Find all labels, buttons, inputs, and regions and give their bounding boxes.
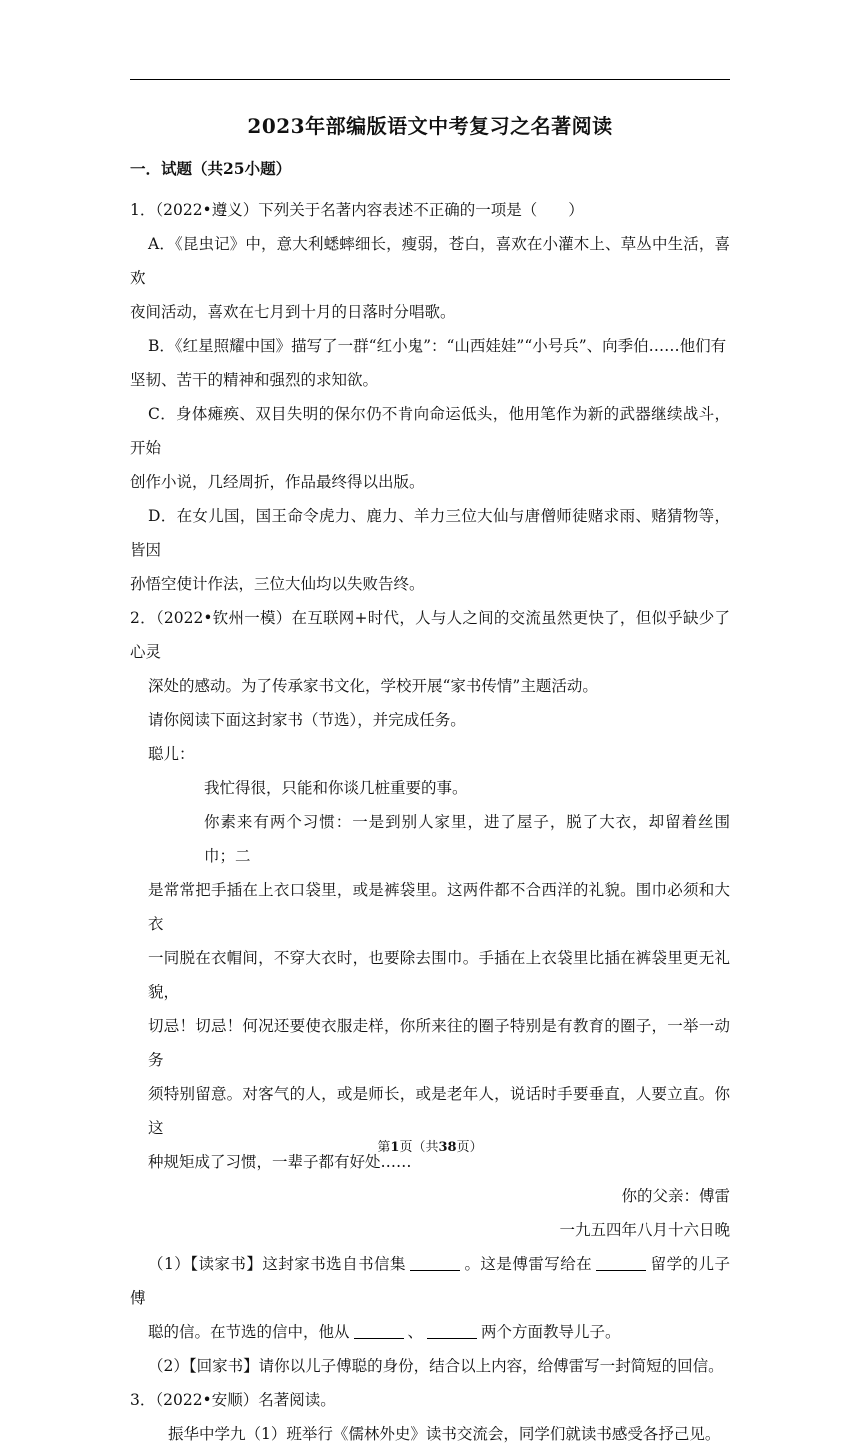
option-a: A．《昆虫记》中，意大利蟋蟀细长，瘦弱，苍白，喜欢在小灌木上、草丛中生活，喜欢 <box>130 235 730 287</box>
answer-blank[interactable] <box>596 1254 646 1271</box>
task-1-text: 留学的儿子傅 <box>130 1255 730 1307</box>
letter-date: 一九五四年八月十六日晚 <box>559 1221 730 1239</box>
task-1 <box>130 1247 730 1315</box>
option-b-cont: 坚韧、苦干的精神和强烈的求知欲。 <box>130 371 379 389</box>
option-b: B．《红星照耀中国》描写了一群“红小鬼”：“山西娃娃”“小号兵”、向季伯……他们有 <box>148 337 727 355</box>
task-1-text: 、 <box>407 1323 424 1341</box>
instruction: 请你阅读下面这封家书（节选），并完成任务。 <box>148 711 466 729</box>
letter-line: 一同脱在衣帽间，不穿大衣时，也要除去围巾。手插在上衣袋里比插在裤袋里更无礼貌， <box>148 949 730 1001</box>
question-3 <box>130 1383 730 1451</box>
document-page <box>130 110 730 1451</box>
task-1-text: （1）【读家书】这封家书选自书信集 <box>148 1255 406 1273</box>
footer-text: 页） <box>456 1140 483 1155</box>
task-2: （2）【回家书】请你以儿子傅聪的身份，结合以上内容，给傅雷写一封简短的回信。 <box>148 1357 724 1375</box>
question-1 <box>130 193 730 601</box>
task-1-cont <box>130 1315 730 1349</box>
option-a-cont: 夜间活动，喜欢在七月到十月的日落时分唱歌。 <box>130 303 456 321</box>
total-pages: 38 <box>438 1140 457 1155</box>
letter-line: 切忌！切忌！何况还要使衣服走样，你所来往的圈子特别是有教育的圈子，一举一动务 <box>148 1017 730 1069</box>
answer-blank[interactable] <box>427 1322 477 1339</box>
question-stem-cont: 深处的感动。为了传承家书文化，学校开展“家书传情”主题活动。 <box>148 677 598 695</box>
question-stem: 3．（2022•安顺）名著阅读。 <box>130 1391 336 1409</box>
question-2 <box>130 601 730 1383</box>
question-intro: 振华中学九（1）班举行《儒林外史》读书交流会，同学们就读书感受各抒己见。 <box>168 1425 721 1443</box>
header-rule <box>130 79 730 80</box>
letter-greeting: 聪儿： <box>148 745 195 763</box>
letter-line: 须特别留意。对客气的人，或是师长，或是老年人，说话时手要垂直，人要立直。你这 <box>148 1085 730 1137</box>
footer-text: 页（共 <box>399 1140 439 1155</box>
letter-line: 种规矩成了习惯，一辈子都有好处…… <box>148 1153 412 1171</box>
page-footer <box>0 1136 860 1155</box>
answer-blank[interactable] <box>410 1254 460 1271</box>
option-c-cont: 创作小说，几经周折，作品最终得以出版。 <box>130 473 425 491</box>
question-stem: 2．（2022•钦州一模）在互联网+时代，人与人之间的交流虽然更快了，但似乎缺少了心灵 <box>130 609 730 661</box>
letter-line: 你素来有两个习惯：一是到别人家里，进了屋子，脱了大衣，却留着丝围巾；二 <box>204 813 730 865</box>
option-d: D．在女儿国，国王命令虎力、鹿力、羊力三位大仙与唐僧师徒赌求雨、赌猜物等，皆因 <box>130 507 730 559</box>
document-title: 2023年部编版语文中考复习之名著阅读 <box>247 114 613 138</box>
section-heading: 一．试题（共25小题） <box>130 159 292 178</box>
option-c: C．身体瘫痪、双目失明的保尔仍不肯向命运低头，他用笔作为新的武器继续战斗，开始 <box>130 405 730 457</box>
letter-line: 是常常把手插在上衣口袋里，或是裤袋里。这两件都不合西洋的礼貌。围巾必须和大衣 <box>148 881 730 933</box>
task-1-text: 两个方面教导儿子。 <box>481 1323 621 1341</box>
letter-line: 我忙得很，只能和你谈几桩重要的事。 <box>204 779 468 797</box>
answer-blank[interactable] <box>354 1322 404 1339</box>
task-1-text: 聪的信。在节选的信中，他从 <box>148 1323 350 1341</box>
letter-signature: 你的父亲：傅雷 <box>621 1187 730 1205</box>
current-page: 1 <box>390 1140 400 1155</box>
footer-text: 第 <box>377 1140 391 1155</box>
task-1-text: 。这是傅雷写给在 <box>463 1255 593 1273</box>
option-d-cont: 孙悟空使计作法，三位大仙均以失败告终。 <box>130 575 425 593</box>
question-stem: 1．（2022•遵义）下列关于名著内容表述不正确的一项是（ ） <box>130 201 584 219</box>
